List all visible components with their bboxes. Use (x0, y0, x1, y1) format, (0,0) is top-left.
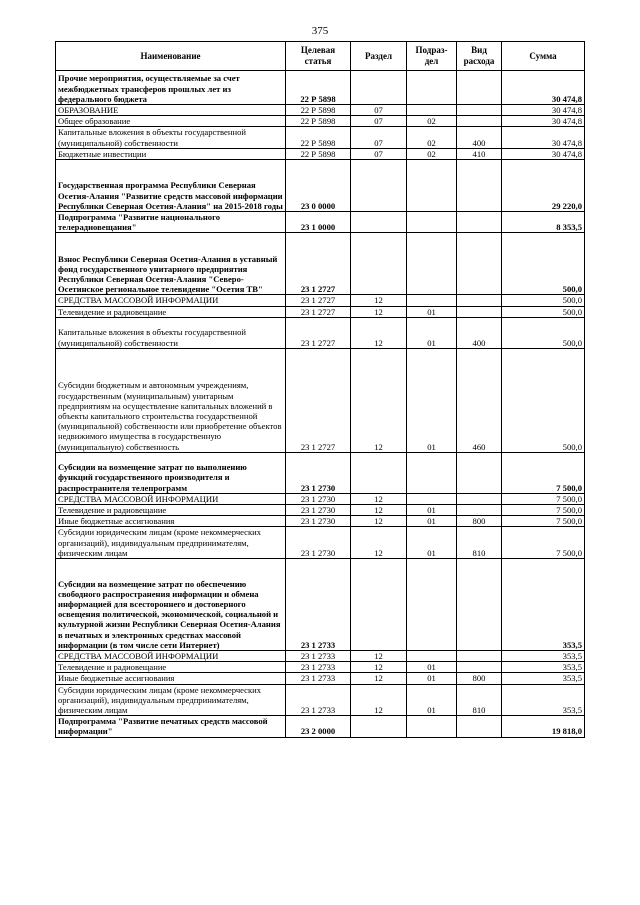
table-row (56, 684, 585, 716)
row-target-article: 23 1 2727 (286, 306, 351, 317)
table-header-row (56, 42, 585, 71)
row-sum: 7 500,0 (502, 493, 585, 504)
row-section: 07 (351, 148, 407, 159)
row-subsection: 01 (407, 317, 457, 348)
table-row (56, 317, 585, 348)
row-sum: 19 818,0 (502, 716, 585, 737)
row-section: 07 (351, 116, 407, 127)
row-subsection: 01 (407, 673, 457, 684)
table-row (56, 662, 585, 673)
row-subsection: 01 (407, 684, 457, 716)
row-subsection: 01 (407, 505, 457, 516)
row-subsection: 01 (407, 516, 457, 527)
row-expense-type: 810 (457, 527, 502, 559)
row-sum: 7 500,0 (502, 505, 585, 516)
row-section (351, 233, 407, 295)
row-sum: 7 500,0 (502, 452, 585, 493)
row-target-article: 23 1 2730 (286, 452, 351, 493)
row-expense-type (457, 662, 502, 673)
row-expense-type (457, 233, 502, 295)
table-row (56, 452, 585, 493)
row-target-article: 23 1 2727 (286, 317, 351, 348)
row-section: 07 (351, 105, 407, 116)
row-expense-type (457, 306, 502, 317)
row-subsection (407, 295, 457, 306)
header-subsection: Подраз-дел (407, 42, 457, 71)
row-sum: 7 500,0 (502, 516, 585, 527)
row-expense-type (457, 295, 502, 306)
row-section: 12 (351, 516, 407, 527)
row-expense-type: 400 (457, 317, 502, 348)
page-number: 375 (311, 25, 329, 37)
table-row (56, 716, 585, 737)
row-subsection: 02 (407, 116, 457, 127)
row-target-article: 23 1 2730 (286, 527, 351, 559)
row-sum: 353,5 (502, 662, 585, 673)
row-expense-type: 800 (457, 673, 502, 684)
row-name: Прочие мероприятия, осуществляемые за счет межбюджетных трансферов прошлых лет из федерального бюджета (56, 71, 286, 105)
row-sum: 30 474,8 (502, 71, 585, 105)
table-row (56, 71, 585, 105)
table-row (56, 348, 585, 452)
row-section: 12 (351, 684, 407, 716)
header-sum: Сумма (502, 42, 585, 71)
row-section: 07 (351, 127, 407, 148)
row-section: 12 (351, 493, 407, 504)
row-target-article: 23 1 2727 (286, 348, 351, 452)
row-sum: 500,0 (502, 233, 585, 295)
row-sum: 353,5 (502, 651, 585, 662)
row-subsection (407, 493, 457, 504)
row-target-article: 22 Р 5898 (286, 105, 351, 116)
row-subsection (407, 160, 457, 212)
row-name: ОБРАЗОВАНИЕ (56, 105, 286, 116)
row-expense-type (457, 505, 502, 516)
row-target-article: 22 Р 5898 (286, 71, 351, 105)
row-section: 12 (351, 662, 407, 673)
row-sum: 500,0 (502, 348, 585, 452)
table-row (56, 306, 585, 317)
row-expense-type: 410 (457, 148, 502, 159)
table-row (56, 212, 585, 233)
row-expense-type (457, 116, 502, 127)
row-name: Субсидии бюджетным и автономным учреждениям, государственным (муниципальным) унитарным предприятиям на осуществление капитальных вложений в объекты капитального строительства государственной (муниципальной) собственности или приобретение объектов недвижимого имущества в государственную (муниципальную) собственность (56, 348, 286, 452)
row-sum: 8 353,5 (502, 212, 585, 233)
table-row (56, 527, 585, 559)
row-sum: 30 474,8 (502, 105, 585, 116)
row-expense-type (457, 105, 502, 116)
row-name: Иные бюджетные ассигнования (56, 673, 286, 684)
table-row (56, 651, 585, 662)
row-sum: 353,5 (502, 673, 585, 684)
row-name: Телевидение и радиовещание (56, 306, 286, 317)
row-target-article: 22 Р 5898 (286, 127, 351, 148)
row-section (351, 559, 407, 651)
row-sum: 500,0 (502, 306, 585, 317)
table-row (56, 127, 585, 148)
row-subsection: 02 (407, 127, 457, 148)
row-name: Государственная программа Республики Северная Осетия-Алания "Развитие средств массовой информации Республики Северная Осетия-Алания" на 2015-2018 годы (56, 160, 286, 212)
row-expense-type (457, 212, 502, 233)
table-row (56, 516, 585, 527)
header-target-article: Целевая статья (286, 42, 351, 71)
row-name: Иные бюджетные ассигнования (56, 516, 286, 527)
header-expense-type: Вид расхода (457, 42, 502, 71)
table-row (56, 559, 585, 651)
row-expense-type (457, 651, 502, 662)
row-target-article: 23 0 0000 (286, 160, 351, 212)
row-sum: 30 474,8 (502, 148, 585, 159)
row-subsection (407, 452, 457, 493)
row-section (351, 160, 407, 212)
row-sum: 353,5 (502, 559, 585, 651)
row-section (351, 212, 407, 233)
row-target-article: 23 1 2730 (286, 505, 351, 516)
row-sum: 30 474,8 (502, 116, 585, 127)
table-row (56, 493, 585, 504)
table-row (56, 116, 585, 127)
row-sum: 500,0 (502, 295, 585, 306)
row-section: 12 (351, 306, 407, 317)
row-subsection: 01 (407, 348, 457, 452)
row-expense-type: 810 (457, 684, 502, 716)
row-section: 12 (351, 505, 407, 516)
row-target-article: 23 1 2733 (286, 559, 351, 651)
row-section: 12 (351, 673, 407, 684)
row-section: 12 (351, 317, 407, 348)
row-subsection: 01 (407, 527, 457, 559)
row-subsection (407, 212, 457, 233)
row-subsection (407, 233, 457, 295)
row-name: Субсидии юридическим лицам (кроме некоммерческих организаций), индивидуальным предпринимателям, физическим лицам (56, 684, 286, 716)
row-subsection (407, 651, 457, 662)
row-target-article: 23 1 2733 (286, 684, 351, 716)
row-name: Субсидии на возмещение затрат по обеспечению свободного распространения информации и обмена информацией для всестороннего и достоверного освещения политической, экономической, социальной и культурной жизни Республики Северная Осетия-Алания в печатных и электронных средствах массовой информации (в том числе сети Интернет) (56, 559, 286, 651)
row-subsection (407, 105, 457, 116)
row-sum: 29 220,0 (502, 160, 585, 212)
row-section (351, 71, 407, 105)
row-expense-type (457, 493, 502, 504)
row-subsection (407, 559, 457, 651)
row-name: Общее образование (56, 116, 286, 127)
row-target-article: 23 1 2733 (286, 662, 351, 673)
row-target-article: 23 1 0000 (286, 212, 351, 233)
row-target-article: 23 1 2727 (286, 295, 351, 306)
row-expense-type (457, 559, 502, 651)
row-expense-type: 800 (457, 516, 502, 527)
table-body (56, 71, 585, 738)
row-target-article: 22 Р 5898 (286, 148, 351, 159)
row-name: Подпрограмма "Развитие печатных средств массовой информации" (56, 716, 286, 737)
row-expense-type: 400 (457, 127, 502, 148)
row-target-article: 23 2 0000 (286, 716, 351, 737)
row-name: Капитальные вложения в объекты государственной (муниципальной) собственности (56, 127, 286, 148)
row-name: Субсидии на возмещение затрат по выполнению функций государственного производителя и распространителя телепрограмм (56, 452, 286, 493)
table-row (56, 233, 585, 295)
row-target-article: 23 1 2730 (286, 493, 351, 504)
table-row (56, 505, 585, 516)
row-name: Субсидии юридическим лицам (кроме некоммерческих организаций), индивидуальным предпринимателям, физическим лицам (56, 527, 286, 559)
row-name: СРЕДСТВА МАССОВОЙ ИНФОРМАЦИИ (56, 295, 286, 306)
row-subsection: 01 (407, 662, 457, 673)
row-name: Телевидение и радиовещание (56, 662, 286, 673)
row-name: Бюджетные инвестиции (56, 148, 286, 159)
table-row (56, 148, 585, 159)
row-section: 12 (351, 527, 407, 559)
table-row (56, 105, 585, 116)
row-sum: 500,0 (502, 317, 585, 348)
row-expense-type (457, 716, 502, 737)
row-target-article: 22 Р 5898 (286, 116, 351, 127)
row-sum: 30 474,8 (502, 127, 585, 148)
table-row (56, 295, 585, 306)
row-expense-type (457, 71, 502, 105)
header-name: Наименование (56, 42, 286, 71)
row-target-article: 23 1 2727 (286, 233, 351, 295)
row-name: СРЕДСТВА МАССОВОЙ ИНФОРМАЦИИ (56, 493, 286, 504)
row-sum: 353,5 (502, 684, 585, 716)
row-subsection (407, 716, 457, 737)
row-section (351, 452, 407, 493)
row-section (351, 716, 407, 737)
row-sum: 7 500,0 (502, 527, 585, 559)
row-target-article: 23 1 2733 (286, 651, 351, 662)
header-section: Раздел (351, 42, 407, 71)
row-name: Телевидение и радиовещание (56, 505, 286, 516)
row-target-article: 23 1 2733 (286, 673, 351, 684)
row-target-article: 23 1 2730 (286, 516, 351, 527)
table-row (56, 673, 585, 684)
row-section: 12 (351, 295, 407, 306)
row-name: Капитальные вложения в объекты государственной (муниципальной) собственности (56, 317, 286, 348)
row-section: 12 (351, 348, 407, 452)
row-section: 12 (351, 651, 407, 662)
row-subsection: 01 (407, 306, 457, 317)
row-subsection: 02 (407, 148, 457, 159)
row-subsection (407, 71, 457, 105)
row-name: Подпрограмма "Развитие национального телерадиовещания" (56, 212, 286, 233)
row-expense-type: 460 (457, 348, 502, 452)
row-expense-type (457, 160, 502, 212)
row-expense-type (457, 452, 502, 493)
table-row (56, 160, 585, 212)
row-name: Взнос Республики Северная Осетия-Алания в уставный фонд государственного унитарного предприятия Республики Северная Осетия-Алания "Северо-Осетинское региональное телевидение "Осетия ТВ" (56, 233, 286, 295)
row-name: СРЕДСТВА МАССОВОЙ ИНФОРМАЦИИ (56, 651, 286, 662)
budget-table (55, 41, 585, 738)
